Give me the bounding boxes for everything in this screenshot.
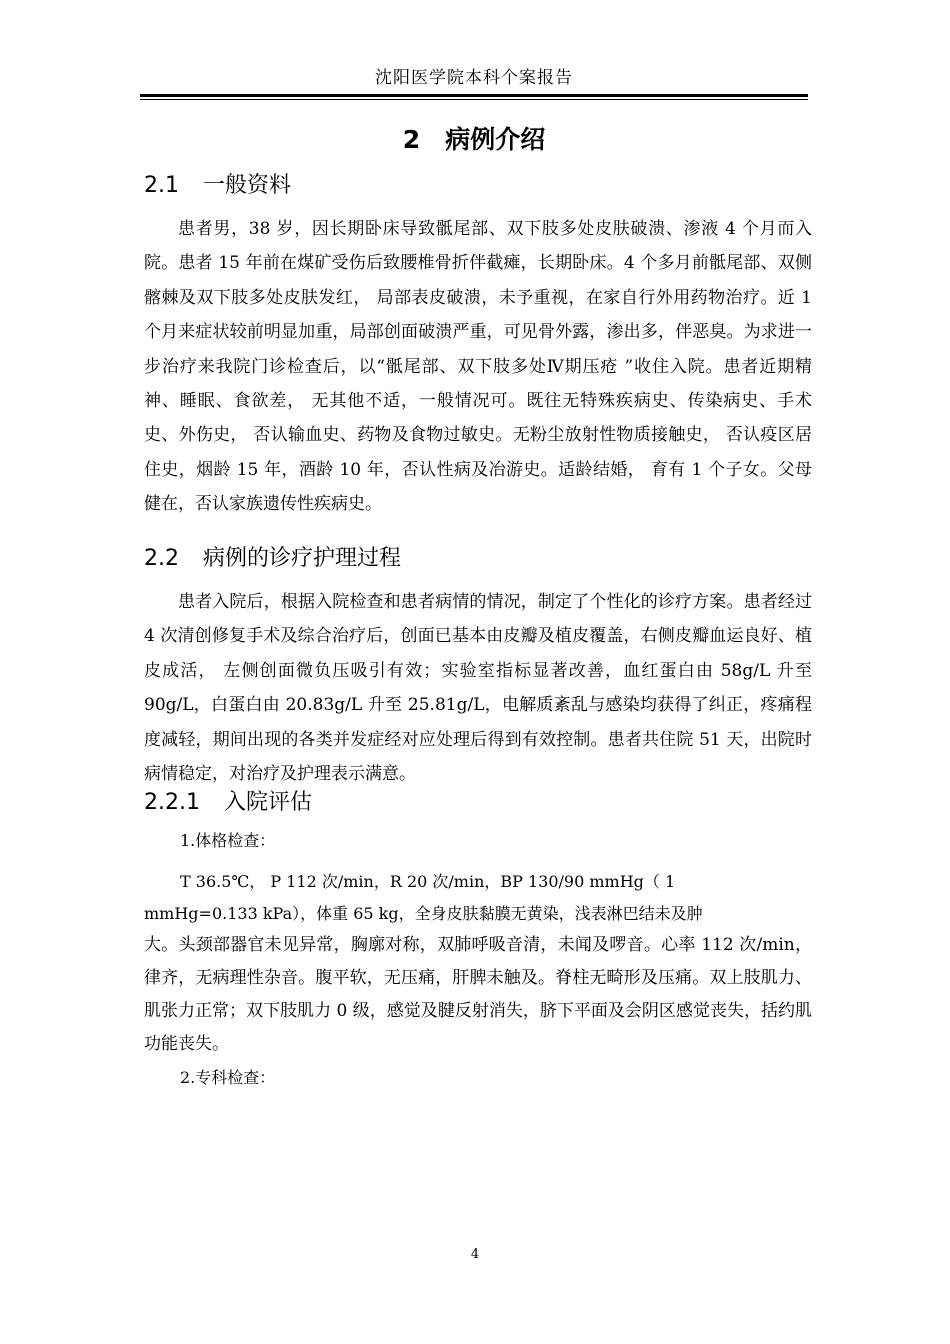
physical-exam-label: 1.体格检查： (180, 831, 276, 850)
section-heading-2-2 (144, 542, 401, 576)
specialty-exam-label: 2.专科检查： (180, 1068, 276, 1087)
physical-exam-body: 大。头颈部器官未见异常，胸廓对称，双肺呼吸音清，未闻及啰音。心率 112 次/min，律齐，无病理性杂音。腹平软，无压痛，肝脾未触及。脊柱无畸形及压痛。双上肢肌力、肌张力正常；双下肢肌力 0 级，感觉及腱反射消失，脐下平面及会阴区感觉丧失，括约肌功能丧失。 (144, 935, 812, 1054)
page-number: 4 (470, 1247, 480, 1262)
section-title-text: 病例的诊疗护理过程 (203, 546, 402, 571)
section-2-2-paragraph: 患者入院后，根据入院检查和患者病情的情况，制定了个性化的诊疗方案。患者经过 4 次清创修复手术及综合治疗后，创面已基本由皮瓣及植皮覆盖，右侧皮瓣血运良好、植皮成活， 左侧创面微负压吸引有效；实验室指标显著改善，血红蛋白由 58g/L 升至 90g/L，白蛋白由 20.83g/L 升至 25.81g/L，电解质紊乱与感染均获得了纠正，疼痛程度减轻，期间出现的各类并发症经对应处理后得到有效控制。患者共住院 51 天，出院时病情稳定，对治疗及护理表示满意。 (144, 592, 812, 785)
physical-exam-line-1: T 36.5℃， P 112 次/min，R 20 次/min，BP 130/90 mmHg（ 1 (180, 872, 676, 891)
section-title-text: 入院评估 (223, 790, 312, 815)
section-heading-2-1 (144, 169, 291, 203)
section-2-1-paragraph: 患者男，38 岁，因长期卧床导致骶尾部、双下肢多处皮肤破溃、渗液 4 个月而入院。患者 15 年前在煤矿受伤后致腰椎骨折伴截瘫，长期卧床。4 个多月前骶尾部、双侧髂棘及双下肢多处皮肤发红， 局部表皮破溃，未予重视，在家自行外用药物治疗。近 1 个月来症状较前明显加重，局部创面破溃严重，可见骨外露，渗出多，伴恶臭。为求进一步治疗来我院门诊检查后，以“骶尾部、双下肢多处Ⅳ期压疮 ”收住入院。患者近期精神、睡眠、食欲差， 无其他不适，一般情况可。既往无特殊疾病史、传染病史、手术史、外伤史， 否认输血史、药物及食物过敏史。无粉尘放射性物质接触史， 否认疫区居住史，烟龄 15 年，酒龄 10 年，否认性病及冶游史。适龄结婚， 育有 1 个子女。父母健在，否认家族遗传性疾病史。 (144, 219, 812, 515)
chapter-title: 2 病例介绍 (402, 125, 546, 154)
section-heading-2-2-1 (144, 786, 312, 820)
physical-exam-line-2: mmHg=0.133 kPa），体重 65 kg，全身皮肤黏膜无黄染，浅表淋巴结未及肿 (144, 904, 703, 923)
header-rule-thick (140, 94, 808, 97)
section-title-text: 一般资料 (203, 173, 292, 198)
section-number: 2.1 (144, 173, 179, 198)
running-header: 沈阳医学院本科个案报告 (375, 68, 573, 88)
section-number: 2.2 (144, 546, 179, 571)
header-rule-thin (140, 99, 808, 100)
section-number: 2.2.1 (144, 790, 200, 815)
